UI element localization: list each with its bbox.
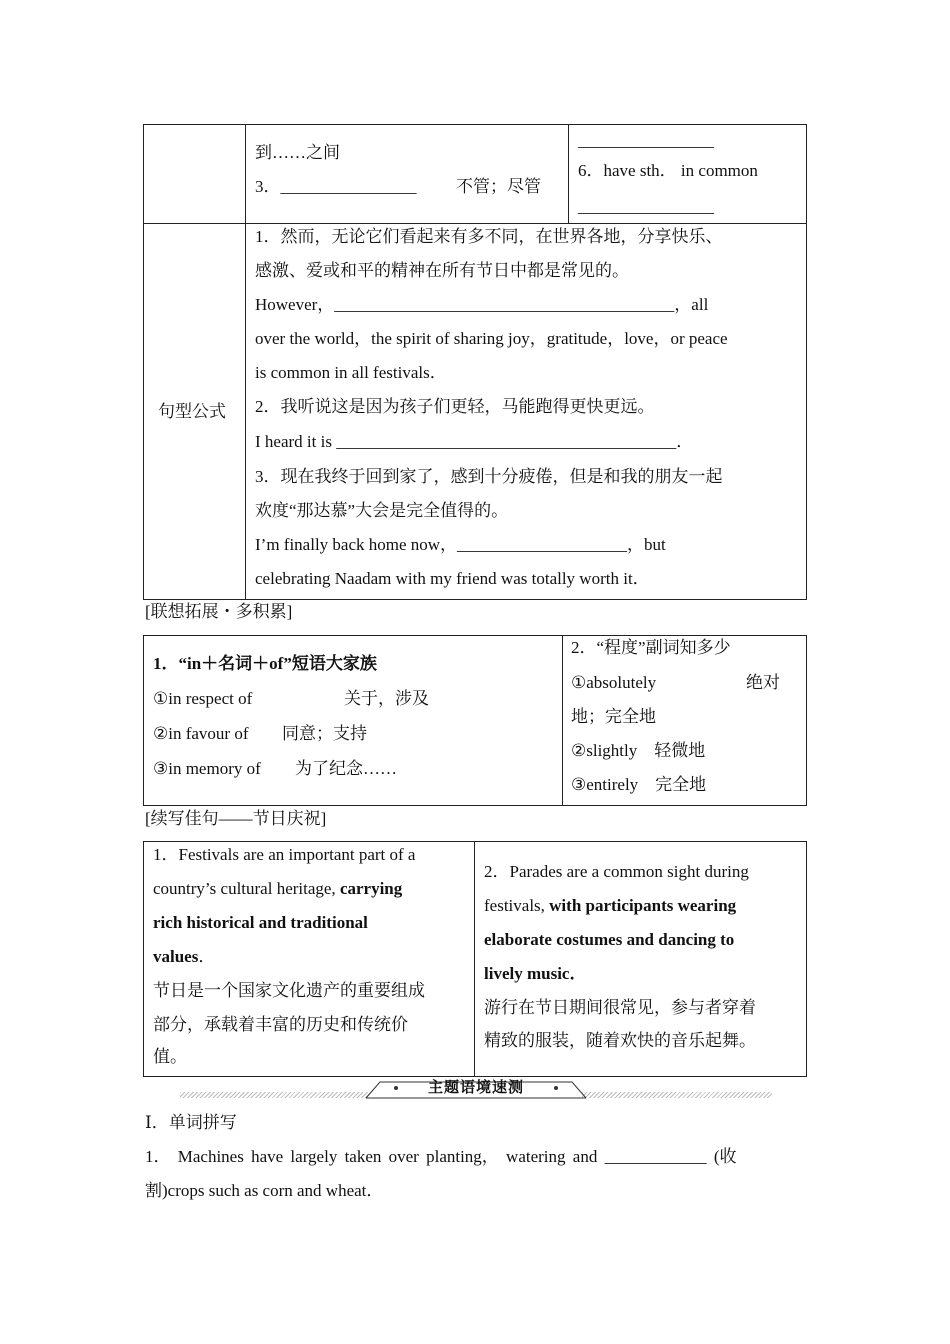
writing-zh-line: 游行在节日期间很常见，参与者穿着 bbox=[484, 998, 756, 1017]
adverb-en: ①absolutely bbox=[571, 673, 657, 692]
sentence-line: 欢度“那达慕”大会是完全值得的。 bbox=[255, 501, 509, 520]
quiz-question-line: 割)crops such as corn and wheat． bbox=[145, 1181, 384, 1200]
table-divider bbox=[245, 124, 246, 600]
phrase-zh: 为了纪念…… bbox=[295, 759, 397, 778]
sentence-line: However，________________________________________，all bbox=[255, 295, 709, 314]
sentence-line: 3．现在我终于回到家了，感到十分疲倦，但是和我的朋友一起 bbox=[255, 467, 723, 486]
blank-item-3: 3．________________ bbox=[255, 177, 417, 196]
association-right-title: 2．“程度”副词知多少 bbox=[571, 638, 731, 657]
blank-line: ________________ bbox=[578, 197, 714, 216]
writing-zh-line: 节日是一个国家文化遗产的重要组成 bbox=[153, 981, 425, 1000]
phrase-en: ②in favour of bbox=[153, 724, 249, 743]
adverb-item: ③entirely 完全地 bbox=[571, 775, 707, 794]
blank-item-3-meaning: 不管；尽管 bbox=[456, 177, 541, 196]
sentence-line: 2．我听说这是因为孩子们更轻，马能跑得更快更远。 bbox=[255, 397, 655, 416]
writing-en-line: 2．Parades are a common sight during bbox=[484, 862, 749, 881]
sentence-line: celebrating Naadam with my friend was totally worth it． bbox=[255, 569, 650, 588]
writing-en-line bbox=[484, 889, 736, 923]
writing-zh-line: 值。 bbox=[153, 1047, 187, 1066]
writing-en-plain: festivals, bbox=[484, 896, 545, 915]
writing-en-bold: elaborate costumes and dancing to bbox=[484, 930, 735, 949]
sentence-line: 感激、爱或和平的精神在所有节日中都是常见的。 bbox=[255, 261, 629, 280]
writing-en-plain: country’s cultural heritage, bbox=[153, 879, 336, 898]
phrase-zh: 同意；支持 bbox=[282, 724, 367, 743]
table-divider bbox=[562, 635, 563, 806]
adverb-zh: 地；完全地 bbox=[571, 707, 656, 726]
phrase-en: ①in respect of bbox=[153, 689, 253, 708]
writing-en-bold: values bbox=[153, 947, 199, 966]
table-divider bbox=[568, 124, 569, 224]
writing-en-plain: ． bbox=[198, 947, 216, 966]
quiz-banner bbox=[180, 1076, 772, 1102]
writing-en-bold: rich historical and traditional bbox=[153, 913, 368, 932]
sentence-line: 1．然而，无论它们看起来有多不同，在世界各地，分享快乐、 bbox=[255, 227, 723, 246]
sentence-line: over the world，the spirit of sharing joy，gratitude，love，or peace bbox=[255, 329, 728, 348]
sentence-line: I’m finally back home now，____________________，but bbox=[255, 535, 666, 554]
writing-en-line bbox=[153, 940, 215, 974]
writing-en-line: 1．Festivals are an important part of a bbox=[153, 845, 416, 864]
association-left-title: 1．“in＋名词＋of”短语大家族 bbox=[153, 654, 377, 673]
writing-en-bold: carrying bbox=[339, 879, 403, 898]
phrase-zh: 关于，涉及 bbox=[344, 689, 429, 708]
writing-zh-line: 精致的服装，随着欢快的音乐起舞。 bbox=[484, 1031, 756, 1050]
writing-en-bold: lively music． bbox=[484, 964, 587, 983]
blank-line: ________________ bbox=[578, 131, 714, 150]
adverb-item: ②slightly 轻微地 bbox=[571, 741, 706, 760]
writing-en-line bbox=[153, 872, 402, 906]
writing-zh-line: 部分，承载着丰富的历史和传统价 bbox=[153, 1015, 408, 1034]
table-cell-text: 到……之间 bbox=[255, 143, 340, 162]
section-heading-writing: [续写佳句——节日庆祝] bbox=[145, 809, 327, 828]
sentence-pattern-label: 句型公式 bbox=[158, 402, 226, 421]
sentence-line: is common in all festivals． bbox=[255, 363, 447, 382]
sentence-line: I heard it is ________________________________________． bbox=[255, 432, 694, 451]
quiz-question-line: 1． Machines have largely taken over planting， watering and ____________ (收 bbox=[145, 1147, 737, 1166]
table-divider bbox=[474, 841, 475, 1077]
banner-title: 主题语境速测 bbox=[427, 1078, 524, 1096]
adverb-zh: 绝对 bbox=[746, 673, 780, 692]
quiz-section-title: Ⅰ．单词拼写 bbox=[145, 1113, 237, 1132]
section-heading-association: [联想拓展・多积累] bbox=[145, 602, 293, 621]
writing-en-bold: with participants wearing bbox=[549, 896, 737, 915]
phrase-en: ③in memory of bbox=[153, 759, 261, 778]
phrase-item-6: 6．have sth． in common bbox=[578, 161, 758, 180]
